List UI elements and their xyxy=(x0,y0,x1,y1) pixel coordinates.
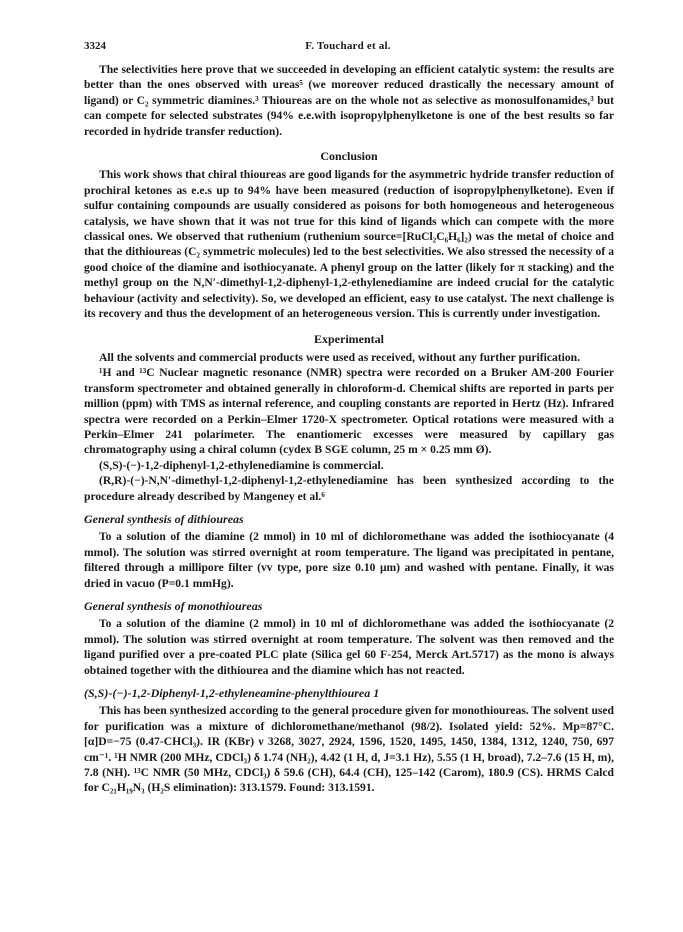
experimental-paragraph-3: (S,S)-(−)-1,2-diphenyl-1,2-ethylenediamine is commercial. xyxy=(99,458,384,472)
monothioureas-paragraph: To a solution of the diamine (2 mmol) in 10 ml of dichloromethane was added the isothiocyanate (2 mmol). The solution was stirred overnight at room temperature. The solvent was then removed and the ligand purified over a pre-coated PLC plate (Silica gel 60 F-254, Merck Art.5717) as the mono is always obtained together with the dithiourea and the diamine which has not reacted. xyxy=(84,617,614,677)
conclusion-paragraph: This work shows that chiral thioureas are good ligands for the asymmetric hydride transfer reduction of prochiral ketones as e.e.s up to 94% have been measured (reduction of isopropylphenylketone). Even if sulfur containing compounds are usually considered as poisons for both homogeneous and heterogeneous catalysis, we have shown that it was not true for this kind of ligands which can compete with the more classical ones. We observed that ruthenium (ruthenium source=[RuCl₂C₆H₆]₂) was the metal of choice and that the dithioureas (C₂ symmetric molecules) led to the best selectivities. We also stressed the necessity of a good choice of the diamine and isothiocyanate. A phenyl group on the latter (likely for π stacking) and the methyl group on the N,N′-dimethyl-1,2-diphenyl-1,2-ethylenediamine are indeed crucial for the catalytic behaviour (activity and selectivity). So, we developed an efficient, easy to use catalyst. The next challenge is its recovery and thus the development of an heterogeneous version. This is currently under investigation. xyxy=(84,168,614,321)
experimental-paragraph-4: (R,R)-(−)-N,N′-dimethyl-1,2-diphenyl-1,2-ethylenediamine has been synthesized according to the procedure already described by Mangeney et al.⁶ xyxy=(84,474,614,503)
dithioureas-heading: General synthesis of dithioureas xyxy=(84,511,244,526)
intro-paragraph: The selectivities here prove that we succeeded in developing an efficient catalytic system: the results are better than the ones observed with ureas⁵ (we moreover reduced drastically the necessary amount of ligand) or C₂ symmetric diamines.³ Thioureas are on the whole not as selective as monosulfonamides,³ but can compete for selected substrates (94% e.e.with isopropylphenylketone is one of the best results so far recorded in hydride transfer reduction). xyxy=(84,63,614,138)
monothioureas-heading: General synthesis of monothioureas xyxy=(84,599,263,613)
running-head-author: F. Touchard et al. xyxy=(305,40,391,52)
dithioureas-paragraph: To a solution of the diamine (2 mmol) in 10 ml of dichloromethane was added the isothiocyanate (4 mmol). The solution was stirred overnight at room temperature. The ligand was precipitated in pentane, filtered through a millipore filter (vv type, pore size 0.10 μm) and washed with pentane. Finally, it was dried in vacuo (P=0.1 mmHg). xyxy=(84,530,614,590)
conclusion-heading: Conclusion xyxy=(320,149,378,164)
running-head xyxy=(84,40,612,56)
experimental-paragraph-1: All the solvents and commercial products were used as received, without any further purification. xyxy=(99,350,581,364)
compound-1-heading: (S,S)-(−)-1,2-Diphenyl-1,2-ethyleneamine-phenylthiourea 1 xyxy=(84,686,380,701)
experimental-paragraph-2: ¹H and ¹³C Nuclear magnetic resonance (NMR) spectra were recorded on a Bruker AM-200 Fourier transform spectrometer and obtained generally in chloroform-d. Chemical shifts are reported in parts per million (ppm) with TMS as internal reference, and coupling constants are reported in Hertz (Hz). Infrared spectra were recorded on a Perkin–Elmer 1720-X spectrometer. Optical rotations were measured with a Perkin–Elmer 241 polarimeter. The enantiomeric excesses were measured by capillary gas chromatography using a chiral column (cydex B SGE column, 25 m × 0.25 mm Ø). xyxy=(84,366,614,457)
experimental-heading: Experimental xyxy=(314,331,384,346)
compound-1-paragraph: This has been synthesized according to the general procedure given for monothioureas. The solvent used for purification was a mixture of dichloromethane/methanol (98/2). Isolated yield: 52%. Mp=87°C. [α]D=−75 (0.47-CHCl₃). IR (KBr) ν 3268, 3027, 2924, 1596, 1520, 1495, 1450, 1384, 1312, 1240, 750, 697 cm⁻¹. ¹H NMR (200 MHz, CDCl₃) δ 1.74 (NH₂), 4.42 (1 H, d, J=3.1 Hz), 5.55 (1 H, broad), 7.2–7.6 (15 H, m), 7.8 (NH). ¹³C NMR (50 MHz, CDCl₃) δ 59.6 (CH), 64.4 (CH), 125–142 (Carom), 180.9 (CS). HRMS Calcd for C₂₁H₁₉N₃ (H₂S elimination): 313.1579. Found: 313.1591. xyxy=(84,704,614,795)
article-body xyxy=(84,62,614,796)
page-number: 3324 xyxy=(84,40,106,52)
